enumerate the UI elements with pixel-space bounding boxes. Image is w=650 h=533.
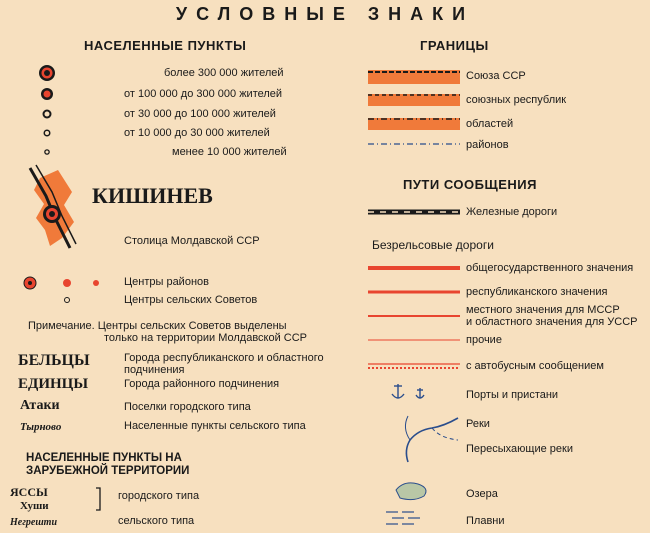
road-label-local-2: и областного значения для УССР	[466, 316, 638, 328]
legend-title: УСЛОВНЫЕ ЗНАКИ	[175, 4, 475, 24]
border-label-oblast: областей	[466, 118, 514, 130]
village-council-symbol	[65, 298, 70, 303]
capital-name: КИШИНЕВ	[92, 183, 213, 208]
district-center-symbol	[24, 277, 99, 289]
ports-label: Порты и пристани	[466, 389, 559, 401]
marshes-label: Плавни	[466, 515, 505, 527]
pop-label-10k: от 10 000 до 30 000 жителей	[124, 127, 270, 139]
district-centers-label: Центры районов	[124, 276, 209, 288]
border-label-ussr: Союза ССР	[466, 70, 526, 82]
pop-symbol-30k	[43, 110, 52, 119]
road-label-bus: с автобусным сообщением	[466, 360, 604, 372]
border-ussr-symbol	[368, 70, 460, 84]
drying-rivers-label: Пересыхающие реки	[466, 443, 573, 455]
capital-city-symbol	[30, 165, 76, 248]
border-label-republic: союзных республик	[466, 94, 567, 106]
pop-label-300k: более 300 000 жителей	[164, 67, 284, 79]
marsh-symbol	[386, 512, 420, 524]
foreign-city-desc: городского типа	[118, 490, 200, 502]
river-symbol	[405, 416, 458, 462]
lakes-label: Озера	[466, 488, 498, 500]
settlements-heading: НАСЕЛЕННЫЕ ПУНКТЫ	[84, 38, 247, 53]
pop-label-100k: от 100 000 до 300 000 жителей	[124, 88, 283, 100]
rivers-label: Реки	[466, 418, 490, 430]
road-bus-symbol	[368, 364, 460, 368]
road-label-national: общегосударственного значения	[466, 262, 634, 274]
name-sample-rural: Тырново	[20, 421, 62, 433]
pop-label-small: менее 10 000 жителей	[172, 146, 287, 158]
pop-symbol-100k	[41, 88, 53, 100]
railway-label: Железные дороги	[466, 206, 558, 218]
anchor-icon	[392, 384, 424, 398]
roads-heading: Безрельсовые дороги	[372, 238, 494, 252]
name-desc-district-city: Города районного подчинения	[124, 378, 280, 390]
road-label-other: прочие	[466, 334, 502, 346]
border-label-district: районов	[466, 139, 509, 151]
foreign-city-sample-1: ЯССЫ	[10, 485, 48, 499]
village-councils-label: Центры сельских Советов	[124, 294, 258, 306]
name-sample-urban-settlement: Атаки	[20, 398, 60, 413]
foreign-city-sample-2: Хуши	[20, 500, 49, 512]
road-label-local-1: местного значения для МССР	[466, 304, 620, 316]
name-desc-republic-city: Города республиканского и областного подчинения	[124, 352, 324, 376]
border-oblast-symbol	[368, 118, 460, 130]
name-desc-rural: Населенные пункты сельского типа	[124, 420, 306, 432]
border-republic-symbol	[368, 94, 460, 106]
road-label-republic: республиканского значения	[466, 286, 608, 298]
borders-heading: ГРАНИЦЫ	[420, 38, 489, 53]
foreign-heading-line-2: ЗАРУБЕЖНОЙ ТЕРРИТОРИИ	[26, 465, 190, 477]
note-line-1: Примечание. Центры сельских Советов выделены	[28, 320, 287, 332]
name-sample-republic-city: БЕЛЬЦЫ	[18, 352, 90, 369]
pop-symbol-10k	[44, 130, 51, 137]
foreign-rural-sample: Негрешти	[10, 517, 58, 528]
foreign-heading-line-1: НАСЕЛЕННЫЕ ПУНКТЫ НА	[26, 452, 182, 464]
lake-symbol	[396, 483, 426, 500]
note-line-2: только на территории Молдавской ССР	[104, 332, 308, 344]
transport-heading: ПУТИ СООБЩЕНИЯ	[403, 177, 537, 192]
pop-symbol-300k	[39, 65, 55, 81]
pop-label-30k: от 30 000 до 100 000 жителей	[124, 108, 276, 120]
pop-symbol-small	[44, 149, 50, 155]
foreign-rural-desc: сельского типа	[118, 515, 195, 527]
capital-label: Столица Молдавской ССР	[124, 235, 260, 247]
name-desc-urban-settlement: Поселки городского типа	[124, 401, 251, 413]
name-sample-district-city: ЕДИНЦЫ	[18, 376, 89, 392]
foreign-bracket	[96, 488, 100, 510]
